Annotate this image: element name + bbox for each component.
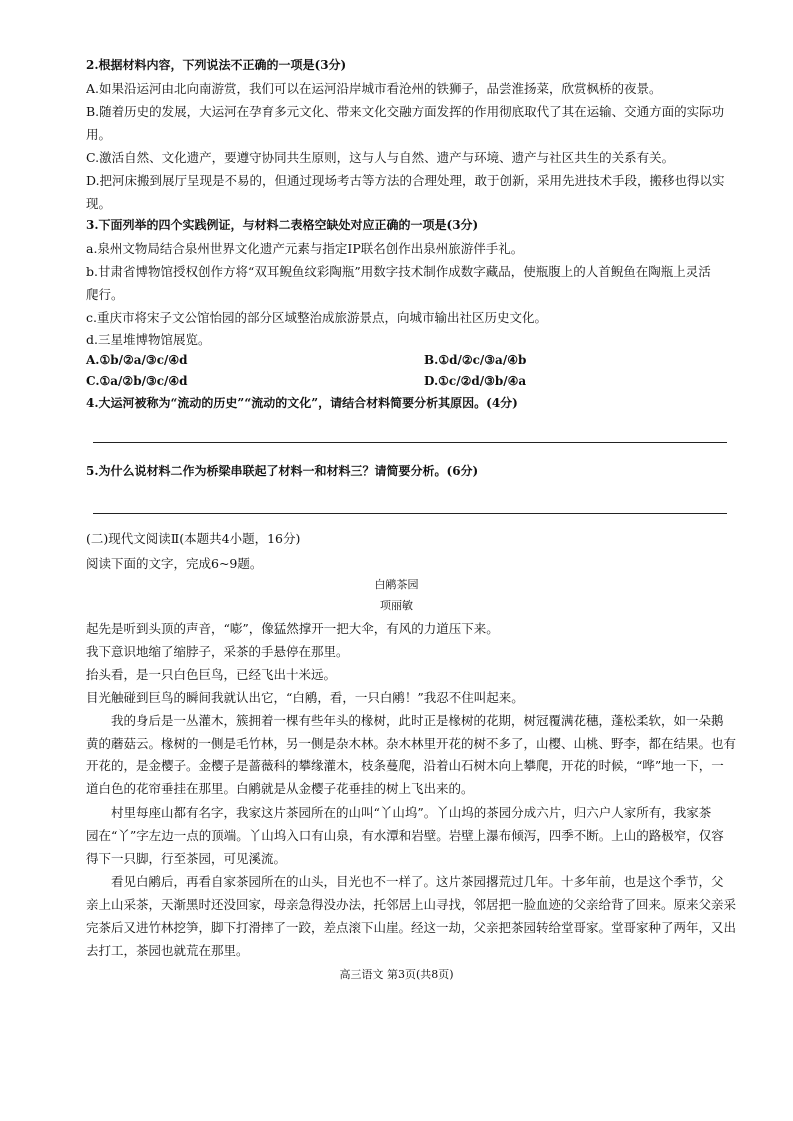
passage-line: 亲上山采茶，天渐黑时还没回家，母亲急得没办法，托邻居上山寻找，邻居把一脸血迹的父亲给背了回来。原来父亲采 xyxy=(86,897,737,912)
passage-line: 得下一只脚，行至茶园，可见溪流。 xyxy=(86,851,287,866)
q3-item-d: d.三星堆博物馆展览。 xyxy=(86,332,211,347)
passage-line: 看见白鹇后，再看自家茶园所在的山头，目光也不一样了。这片茶园撂荒过几年。十多年前，也是这个季节，父 xyxy=(86,874,724,889)
q3-item-a: a.泉州文物局结合泉州世界文化遗产元素与指定IP联名创作出泉州旅游伴手礼。 xyxy=(86,241,524,256)
passage-line: 去打工，茶园也就荒在那里。 xyxy=(86,943,249,958)
q3-item-c: c.重庆市将宋子文公馆怡园的部分区域整治成旅游景点，向城市输出社区历史文化。 xyxy=(86,310,547,325)
passage-line: 目光触碰到巨鸟的瞬间我就认出它，“白鹇，看，一只白鹇！”我忍不住叫起来。 xyxy=(86,690,524,705)
q3-choice-c: C.①a/②b/③c/④d xyxy=(86,374,188,388)
q5-stem: 5.为什么说材料二作为桥梁串联起了材料一和材料三？请简要分析。(6分) xyxy=(86,464,479,478)
q2-option-d: D.把河床搬到展厅呈现是不易的，但通过现场考古等方法的合理处理，敢于创新，采用先进技术手段，搬移也得以实 xyxy=(86,173,725,188)
q4-stem: 4.大运河被称为“流动的历史”“流动的文化”，请结合材料简要分析其原因。(4分) xyxy=(86,396,518,410)
q2-option-d-cont: 现。 xyxy=(86,196,112,211)
passage-line: 完茶后又进竹林挖笋，脚下打滑摔了一跤，差点滚下山崖。经这一劫，父亲把茶园转给堂哥家。堂哥家种了两年，又出 xyxy=(86,920,737,935)
passage-line: 起先是听到头顶的声音，“嘭”，像猛然撑开一把大伞，有风的力道压下来。 xyxy=(86,621,499,636)
section-heading: (二)现代文阅读Ⅱ(本题共4小题，16分) xyxy=(86,531,301,546)
passage-line: 抬头看，是一只白色巨鸟，已经飞出十米远。 xyxy=(86,667,337,682)
q3-choice-b: B.①d/②c/③a/④b xyxy=(424,353,527,367)
q3-item-b: b.甘肃省博物馆授权创作方将“双耳鲵鱼纹彩陶瓶”用数字技术制作成数字藏品，使瓶腹上的人首鲵鱼在陶瓶上灵活 xyxy=(86,264,711,279)
q2-option-c: C.激活自然、文化遗产，要遵守协同共生原则，这与人与自然、遗产与环境、遗产与社区共生的关系有关。 xyxy=(86,150,675,165)
q4-answer-line[interactable] xyxy=(93,442,727,443)
passage-line: 我的身后是一丛灌木，簇拥着一棵有些年头的椽树，此时正是椽树的花期，树冠覆满花穗，蓬松柔软，如一朵鹅 xyxy=(86,713,724,728)
q2-stem: 2.根据材料内容，下列说法不正确的一项是(3分) xyxy=(86,58,347,72)
q2-option-a: A.如果沿运河由北向南游赏，我们可以在运河沿岸城市看沧州的铁狮子，品尝淮扬菜，欣赏枫桥的夜景。 xyxy=(86,81,662,96)
passage-title: 白鹇茶园 xyxy=(374,578,419,591)
q3-choice-a: A.①b/②a/③c/④d xyxy=(86,353,188,367)
passage-line: 村里每座山都有名字，我家这片茶园所在的山叫“丫山坞”。丫山坞的茶园分成六片，归六户人家所有，我家茶 xyxy=(86,805,712,820)
passage-line: 我下意识地缩了缩脖子，采茶的手悬停在那里。 xyxy=(86,644,349,659)
section-instruction: 阅读下面的文字，完成6~9题。 xyxy=(86,556,263,571)
passage-line: 黄的蘑菇云。椽树的一侧是毛竹林，另一侧是杂木林。杂木林里开花的树不多了，山樱、山桃、野李，都在结果。也有 xyxy=(86,736,737,751)
q3-choice-d: D.①c/②d/③b/④a xyxy=(424,374,527,388)
q3-item-b-cont: 爬行。 xyxy=(86,287,124,302)
q2-option-b: B.随着历史的发展，大运河在孕育多元文化、带来文化交融方面发挥的作用彻底取代了其在运输、交通方面的实际功 xyxy=(86,104,725,119)
q2-option-b-cont: 用。 xyxy=(86,127,112,142)
passage-line: 园在“丫”字左边一点的顶端。丫山坞入口有山泉，有水潭和岩壁。岩壁上瀑布倾泻，四季不断。上山的路极窄，仅容 xyxy=(86,828,724,843)
passage-line: 道白色的花帘垂挂在那里。白鹇就是从金樱子花垂挂的树上飞出来的。 xyxy=(86,781,474,796)
q3-stem: 3.下面列举的四个实践例证，与材料二表格空缺处对应正确的一项是(3分) xyxy=(86,218,479,232)
passage-author: 项丽敏 xyxy=(380,599,413,612)
q5-answer-line[interactable] xyxy=(93,513,727,514)
page-footer: 高三语文 第3页(共8页) xyxy=(339,968,454,981)
passage-line: 开花的，是金樱子。金樱子是蔷薇科的攀缘灌木，枝条蔓爬，沿着山石树木向上攀爬，开花的时候，“哗”地一下，一 xyxy=(86,758,724,773)
